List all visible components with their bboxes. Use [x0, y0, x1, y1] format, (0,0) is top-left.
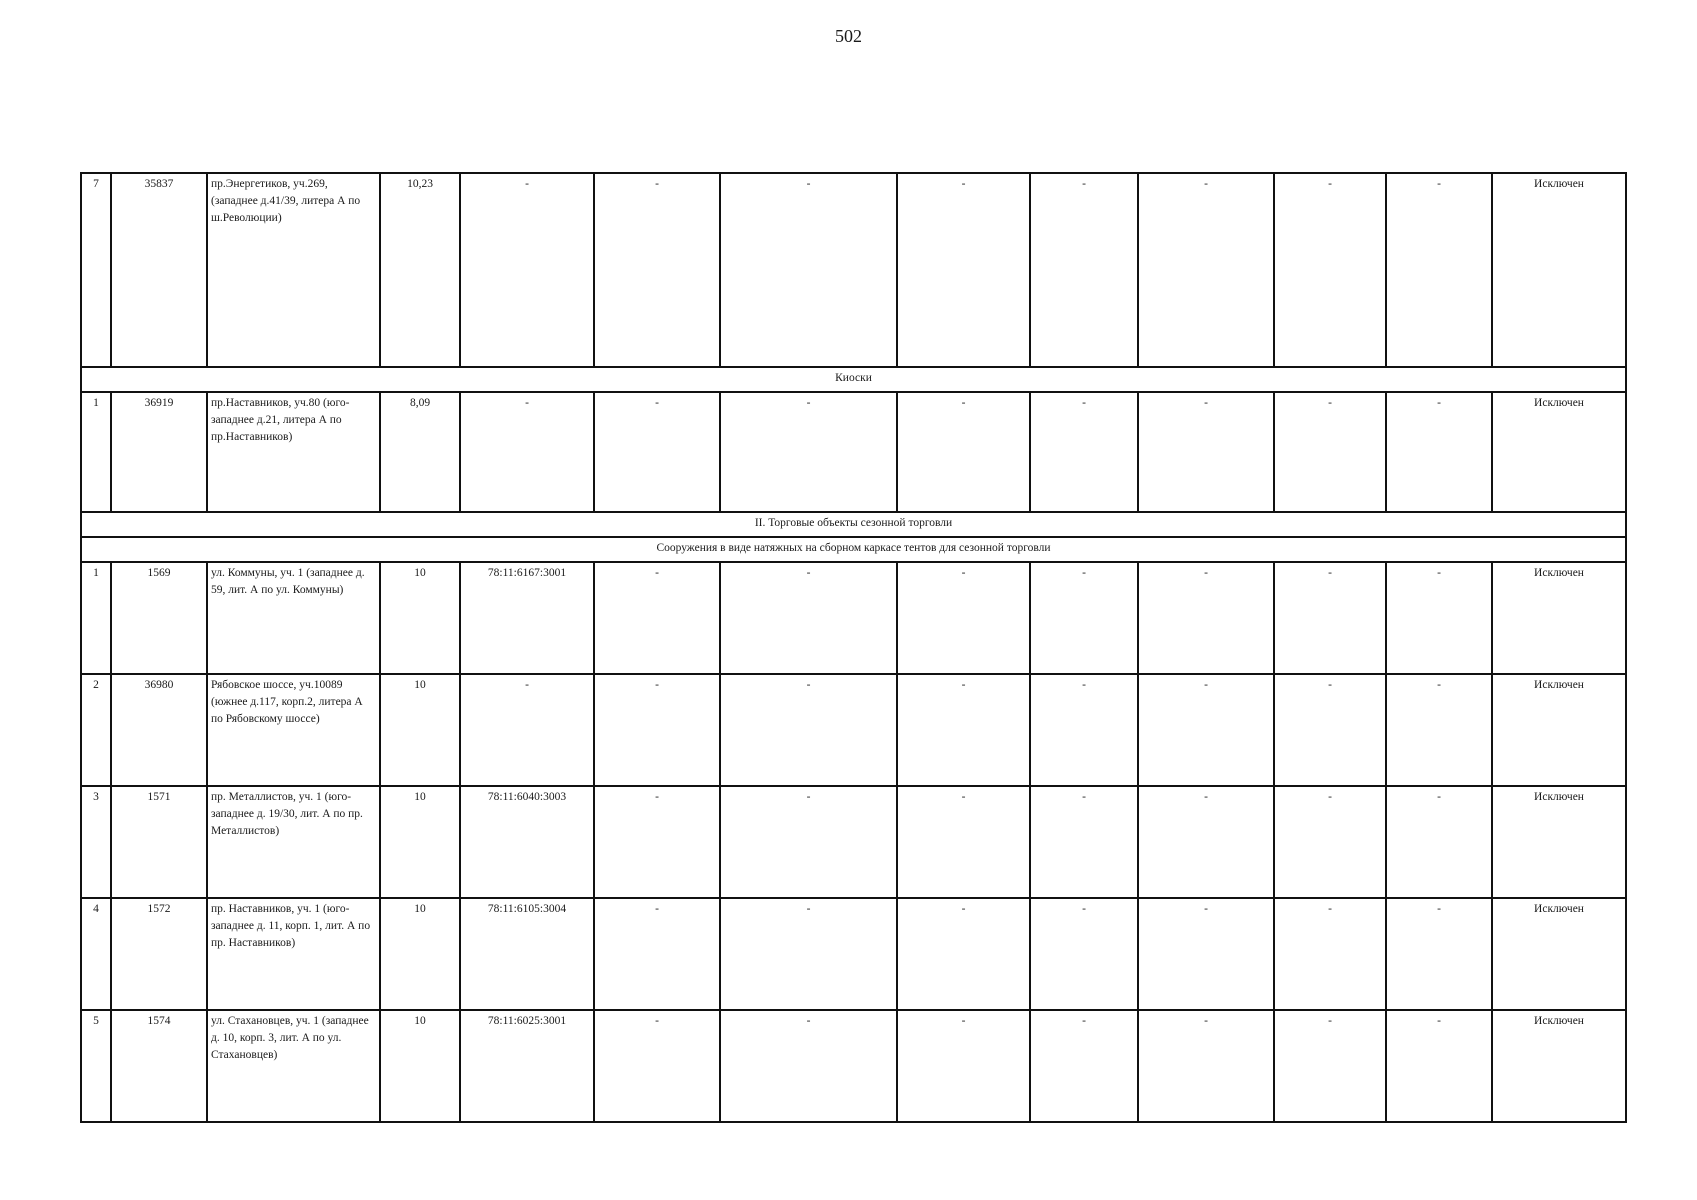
- table-row: [81, 674, 1626, 786]
- row-number-cell: 4: [81, 898, 111, 1010]
- col-12-cell: -: [1386, 1010, 1492, 1122]
- page-number: 502: [835, 26, 862, 46]
- status-cell: Исключен: [1492, 786, 1626, 898]
- section-heading-row: [81, 512, 1626, 537]
- col-11-cell: -: [1274, 674, 1386, 786]
- col-10-cell: -: [1138, 674, 1274, 786]
- col-11-cell: -: [1274, 562, 1386, 674]
- col-8-cell: -: [897, 1010, 1030, 1122]
- table-row: [81, 786, 1626, 898]
- col-7-cell: -: [720, 173, 897, 367]
- cadastral-number-cell: -: [460, 674, 594, 786]
- status-cell: Исключен: [1492, 674, 1626, 786]
- area-cell: 10: [380, 674, 460, 786]
- object-id-cell: 1572: [111, 898, 207, 1010]
- status-cell: Исключен: [1492, 392, 1626, 512]
- col-11-cell: -: [1274, 173, 1386, 367]
- section-heading: II. Торговые объекты сезонной торговли: [81, 512, 1626, 537]
- col-7-cell: -: [720, 392, 897, 512]
- col-7-cell: -: [720, 674, 897, 786]
- row-number-cell: 2: [81, 674, 111, 786]
- cadastral-number-cell: 78:11:6105:3004: [460, 898, 594, 1010]
- row-number-cell: 7: [81, 173, 111, 367]
- col-6-cell: -: [594, 392, 720, 512]
- object-id-cell: 1574: [111, 1010, 207, 1122]
- col-11-cell: -: [1274, 786, 1386, 898]
- table-row: [81, 392, 1626, 512]
- status-cell: Исключен: [1492, 898, 1626, 1010]
- col-8-cell: -: [897, 786, 1030, 898]
- col-8-cell: -: [897, 173, 1030, 367]
- area-cell: 10: [380, 898, 460, 1010]
- col-12-cell: -: [1386, 392, 1492, 512]
- col-11-cell: -: [1274, 392, 1386, 512]
- area-cell: 10: [380, 562, 460, 674]
- col-7-cell: -: [720, 1010, 897, 1122]
- col-12-cell: -: [1386, 786, 1492, 898]
- row-number-cell: 3: [81, 786, 111, 898]
- col-10-cell: -: [1138, 562, 1274, 674]
- cadastral-number-cell: 78:11:6040:3003: [460, 786, 594, 898]
- row-number-cell: 5: [81, 1010, 111, 1122]
- status-cell: Исключен: [1492, 1010, 1626, 1122]
- address-cell: пр.Энергетиков, уч.269, (западнее д.41/39, литера А по ш.Революции): [207, 173, 380, 367]
- registry-table: [80, 172, 1627, 1123]
- col-6-cell: -: [594, 173, 720, 367]
- col-12-cell: -: [1386, 674, 1492, 786]
- row-number-cell: 1: [81, 392, 111, 512]
- area-cell: 10: [380, 786, 460, 898]
- status-cell: Исключен: [1492, 173, 1626, 367]
- table-row: [81, 1010, 1626, 1122]
- col-12-cell: -: [1386, 173, 1492, 367]
- section-subheading-row: [81, 537, 1626, 562]
- col-9-cell: -: [1030, 674, 1138, 786]
- table-row: [81, 898, 1626, 1010]
- object-id-cell: 35837: [111, 173, 207, 367]
- address-cell: Рябовское шоссе, уч.10089 (южнее д.117, корп.2, литера А по Рябовскому шоссе): [207, 674, 380, 786]
- col-9-cell: -: [1030, 562, 1138, 674]
- col-8-cell: -: [897, 674, 1030, 786]
- col-6-cell: -: [594, 898, 720, 1010]
- col-6-cell: -: [594, 562, 720, 674]
- section-subheading-row: [81, 367, 1626, 392]
- address-cell: ул. Стахановцев, уч. 1 (западнее д. 10, корп. 3, лит. А по ул. Стахановцев): [207, 1010, 380, 1122]
- area-cell: 10,23: [380, 173, 460, 367]
- address-cell: пр. Металлистов, уч. 1 (юго-западнее д. 19/30, лит. А по пр. Металлистов): [207, 786, 380, 898]
- table-row: [81, 562, 1626, 674]
- col-9-cell: -: [1030, 1010, 1138, 1122]
- col-8-cell: -: [897, 562, 1030, 674]
- address-cell: ул. Коммуны, уч. 1 (западнее д. 59, лит. А по ул. Коммуны): [207, 562, 380, 674]
- address-cell: пр.Наставников, уч.80 (юго-западнее д.21, литера А по пр.Наставников): [207, 392, 380, 512]
- cadastral-number-cell: -: [460, 392, 594, 512]
- area-cell: 8,09: [380, 392, 460, 512]
- col-11-cell: -: [1274, 898, 1386, 1010]
- col-9-cell: -: [1030, 392, 1138, 512]
- address-cell: пр. Наставников, уч. 1 (юго-западнее д. 11, корп. 1, лит. А по пр. Наставников): [207, 898, 380, 1010]
- col-8-cell: -: [897, 392, 1030, 512]
- col-10-cell: -: [1138, 1010, 1274, 1122]
- cadastral-number-cell: -: [460, 173, 594, 367]
- col-6-cell: -: [594, 786, 720, 898]
- col-7-cell: -: [720, 786, 897, 898]
- section-subheading: Киоски: [81, 367, 1626, 392]
- col-10-cell: -: [1138, 392, 1274, 512]
- col-10-cell: -: [1138, 173, 1274, 367]
- row-number-cell: 1: [81, 562, 111, 674]
- col-10-cell: -: [1138, 786, 1274, 898]
- col-10-cell: -: [1138, 898, 1274, 1010]
- object-id-cell: 1569: [111, 562, 207, 674]
- col-12-cell: -: [1386, 898, 1492, 1010]
- cadastral-number-cell: 78:11:6025:3001: [460, 1010, 594, 1122]
- cadastral-number-cell: 78:11:6167:3001: [460, 562, 594, 674]
- table-body: [81, 173, 1626, 1122]
- col-6-cell: -: [594, 1010, 720, 1122]
- col-9-cell: -: [1030, 898, 1138, 1010]
- col-9-cell: -: [1030, 786, 1138, 898]
- col-7-cell: -: [720, 562, 897, 674]
- area-cell: 10: [380, 1010, 460, 1122]
- col-8-cell: -: [897, 898, 1030, 1010]
- col-12-cell: -: [1386, 562, 1492, 674]
- col-7-cell: -: [720, 898, 897, 1010]
- object-id-cell: 36919: [111, 392, 207, 512]
- object-id-cell: 1571: [111, 786, 207, 898]
- section-subheading: Сооружения в виде натяжных на сборном каркасе тентов для сезонной торговли: [81, 537, 1626, 562]
- table-row: [81, 173, 1626, 367]
- col-11-cell: -: [1274, 1010, 1386, 1122]
- col-9-cell: -: [1030, 173, 1138, 367]
- status-cell: Исключен: [1492, 562, 1626, 674]
- object-id-cell: 36980: [111, 674, 207, 786]
- col-6-cell: -: [594, 674, 720, 786]
